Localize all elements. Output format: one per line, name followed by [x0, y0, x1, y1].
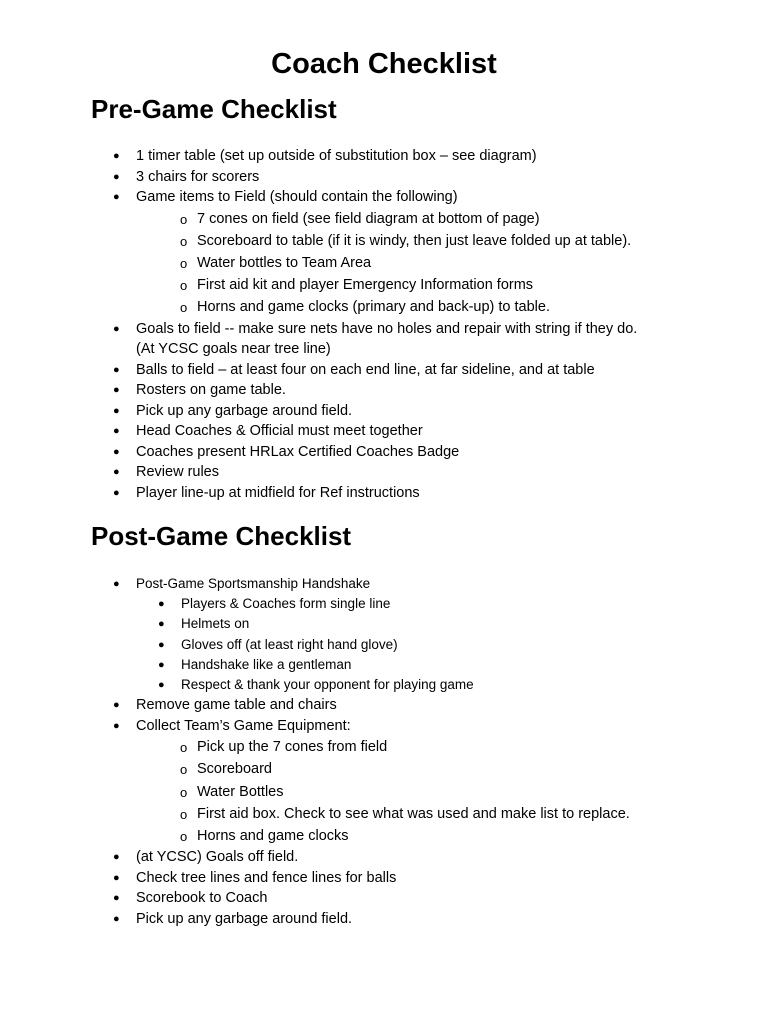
hollow-bullet-icon: o: [180, 829, 188, 845]
list-item: [0, 483, 768, 504]
bullet-icon: ●: [113, 486, 120, 499]
sub-list-item: [0, 230, 768, 252]
bullet-icon: ●: [113, 363, 120, 376]
list-item: [0, 442, 768, 463]
list-item-text: Handshake like a gentleman: [181, 656, 352, 672]
sub-list-item: [0, 208, 768, 230]
sub-list-item: [0, 274, 768, 296]
list-item: [0, 187, 768, 208]
list-item-text: Helmets on: [181, 616, 250, 632]
bullet-icon: ●: [113, 322, 120, 335]
list-item: [0, 909, 768, 930]
list-item: [0, 888, 768, 909]
bullet-icon: ●: [113, 892, 120, 905]
list-item-text: Head Coaches & Official must meet together: [136, 423, 423, 440]
list-item-text: 3 chairs for scorers: [136, 168, 260, 185]
list-item: [0, 167, 768, 188]
list-item-text: Water Bottles: [197, 783, 284, 800]
bullet-icon: ●: [158, 658, 165, 671]
hollow-bullet-icon: o: [180, 278, 188, 294]
pre-game-heading: Pre-Game Checklist: [91, 94, 337, 124]
list-item-text: Scoreboard: [197, 761, 272, 778]
bullet-icon: ●: [158, 598, 165, 611]
list-item-text: Balls to field – at least four on each end line, at far sideline, and at table: [136, 361, 595, 378]
document-title: Coach Checklist: [271, 48, 497, 80]
bullet-icon: ●: [113, 150, 120, 162]
list-item-text: Game items to Field (should contain the following): [136, 189, 458, 205]
bullet-icon: ●: [113, 404, 120, 417]
hollow-bullet-icon: o: [180, 762, 188, 778]
list-item: [0, 401, 768, 422]
hollow-bullet-icon: o: [180, 300, 188, 316]
bullet-icon: ●: [113, 578, 120, 590]
sub-list-item: [0, 252, 768, 274]
list-item: [0, 868, 768, 889]
list-item-text: Horns and game clocks (primary and back-up) to table.: [197, 299, 550, 316]
sub-list-item: [0, 296, 768, 318]
list-item: [0, 847, 768, 868]
bullet-icon: ●: [113, 851, 120, 864]
bullet-icon: ●: [113, 384, 120, 397]
list-item-text: 7 cones on field (see field diagram at bottom of page): [197, 210, 540, 227]
hollow-bullet-icon: o: [180, 806, 188, 822]
list-item-text: Check tree lines and fence lines for balls: [136, 869, 397, 886]
list-item-text: Pick up the 7 cones from field: [197, 739, 388, 756]
list-item: [0, 716, 768, 737]
list-item-text: (at YCSC) Goals off field.: [136, 849, 299, 866]
bullet-icon: ●: [113, 699, 120, 712]
sub-list-item: [0, 781, 768, 803]
list-item-text: Respect & thank your opponent for playing game: [181, 677, 474, 693]
list-item-text: Gloves off (at least right hand glove): [181, 636, 398, 652]
sub-list-item: [0, 758, 768, 780]
list-item-text: Players & Coaches form single line: [181, 596, 391, 612]
hollow-bullet-icon: o: [180, 740, 188, 756]
list-item-text: Rosters on game table.: [136, 382, 286, 399]
post-game-heading: Post-Game Checklist: [91, 521, 352, 551]
pre-game-list: [0, 146, 768, 503]
bullet-icon: ●: [113, 466, 120, 479]
hollow-bullet-icon: o: [180, 255, 188, 271]
sub-list-item: [0, 594, 768, 614]
list-item-text: First aid kit and player Emergency Information forms: [197, 277, 534, 294]
post-game-list: [0, 574, 768, 929]
hollow-bullet-icon: o: [180, 784, 188, 800]
list-item: [0, 146, 768, 167]
list-item-text: Pick up any garbage around field.: [136, 402, 353, 419]
bullet-icon: ●: [113, 719, 120, 732]
bullet-icon: ●: [113, 170, 120, 183]
sub-list-item: [0, 736, 768, 758]
bullet-icon: ●: [113, 191, 120, 203]
list-item: [0, 380, 768, 401]
sub-list-item: [0, 655, 768, 675]
list-item-text: Review rules: [136, 464, 219, 481]
hollow-bullet-icon: o: [180, 211, 188, 227]
list-item: [0, 319, 768, 360]
list-item-text: Remove game table and chairs: [136, 697, 337, 714]
bullet-icon: ●: [113, 425, 120, 438]
hollow-bullet-icon: o: [180, 233, 188, 249]
list-item: [0, 360, 768, 381]
list-item-text: Water bottles to Team Area: [197, 254, 372, 271]
list-item-text: Scorebook to Coach: [136, 890, 268, 907]
bullet-icon: ●: [158, 638, 165, 651]
bullet-icon: ●: [113, 912, 120, 925]
list-item-text: Pick up any garbage around field.: [136, 910, 353, 927]
sub-list-item: [0, 675, 768, 695]
bullet-icon: ●: [158, 679, 165, 692]
list-item-text-continued: (At YCSC goals near tree line): [136, 341, 331, 358]
list-item: [0, 462, 768, 483]
bullet-icon: ●: [113, 445, 120, 458]
bullet-icon: ●: [113, 871, 120, 884]
list-item-text: Coaches present HRLax Certified Coaches Badge: [136, 443, 460, 460]
list-item-text: Horns and game clocks: [197, 828, 349, 845]
list-item-text: Scoreboard to table (if it is windy, then just leave folded up at table).: [197, 232, 632, 249]
sub-list-item: [0, 803, 768, 825]
list-item-text: Player line-up at midfield for Ref instructions: [136, 484, 420, 501]
list-item: [0, 574, 768, 594]
sub-list-item: [0, 614, 768, 634]
list-item-text: 1 timer table (set up outside of substitution box – see diagram): [136, 148, 537, 164]
list-item-text: Post-Game Sportsmanship Handshake: [136, 576, 371, 591]
list-item-text: First aid box. Check to see what was used and make list to replace.: [197, 805, 630, 822]
list-item-text: Goals to field -- make sure nets have no holes and repair with string if they do.: [136, 320, 638, 337]
bullet-icon: ●: [158, 618, 165, 631]
list-item: [0, 695, 768, 716]
list-item-text: Collect Team’s Game Equipment:: [136, 717, 351, 734]
list-item: [0, 421, 768, 442]
sub-list-item: [0, 825, 768, 847]
sub-list-item: [0, 635, 768, 655]
